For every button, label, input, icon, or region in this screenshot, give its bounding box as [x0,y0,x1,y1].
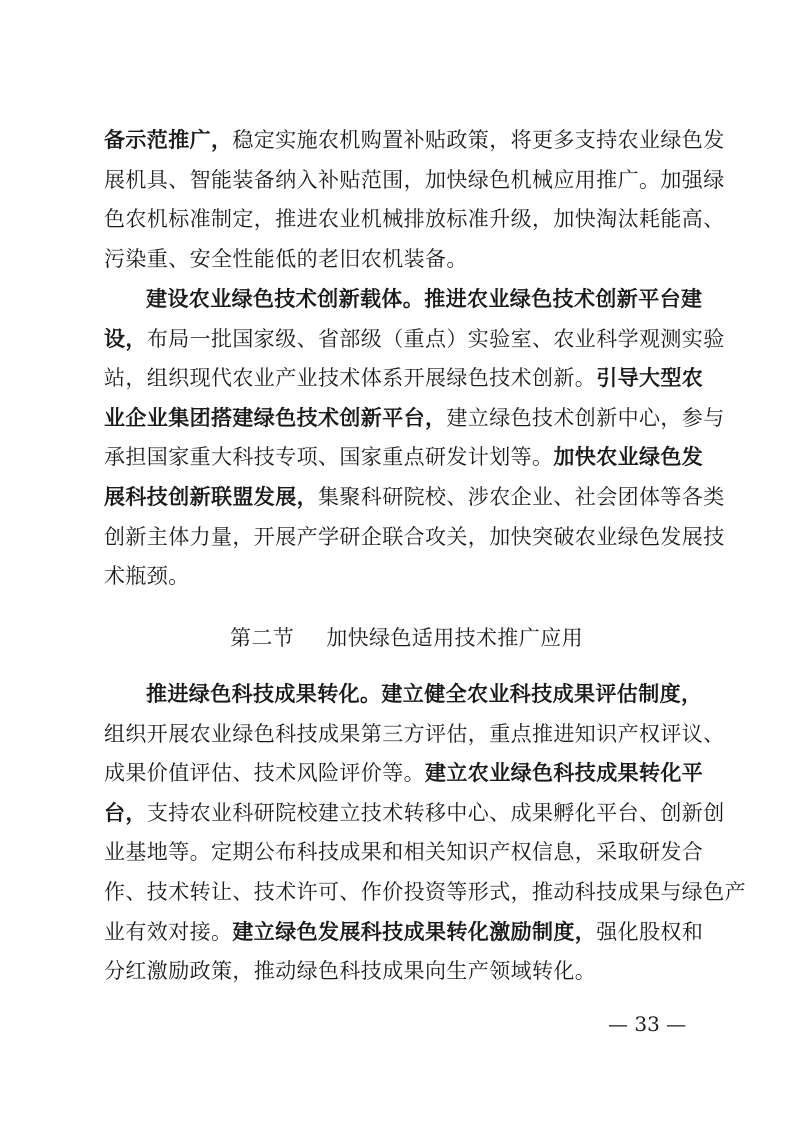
page-number: — 33 — [608,1012,687,1036]
text-line [104,525,725,549]
section-title: 加快绿色适用技术推广应用 [326,626,584,650]
text-line [104,207,725,231]
text-line [104,840,704,864]
bold-text-run: 建立绿色发展科技成果转化激励制度， [232,919,597,944]
text-run: 组织开展农业绿色科技成果第三方评估，重点推进知识产权评议、 [104,722,725,746]
text-run: 作、技术转让、技术许可、作价投资等形式，推动科技成果与绿色产 [104,880,746,904]
bold-text-run: 备示范推广， [104,127,233,152]
text-run: 支持农业科研院校建立技术转移中心、成果孵化平台、创新创 [146,801,725,825]
text-line [104,564,690,588]
text-line [104,800,725,825]
text-run: 建立绿色技术创新中心，参与 [446,406,725,430]
text-run: 展机具、智能装备纳入补贴范围，加快绿色机械应用推广。加强绿 [104,168,725,192]
text-run: 业有效对接。 [104,920,233,944]
bold-text-run: 业企业集团搭建绿色技术创新平台， [104,405,447,430]
bold-text-run: 推进绿色科技成果转化。建立健全农业科技成果评估制度， [146,681,703,706]
text-line [104,405,725,430]
text-line [104,247,690,271]
text-run: 承担国家重大科技专项、国家重点研发计划等。 [104,445,554,469]
section-number: 第二节 [230,626,295,650]
text-run: 色农机标准制定，推进农业机械排放标准升级，加快淘汰耗能高、 [104,207,725,231]
bold-text-run: 引导大型农 [596,365,704,390]
text-run: 污染重、安全性能低的老旧农机装备。 [104,247,468,271]
text-line [104,722,725,746]
text-line [104,880,746,904]
text-run: 布局一批国家级、省部级（重点）实验室、农业科学观测实验 [146,327,725,351]
text-run: 稳定实施农机购置补贴政策，将更多支持农业绿色发 [232,128,725,152]
text-line [104,959,690,983]
text-run: 强化股权和 [596,920,704,944]
text-run: 站，组织现代农业产业技术体系开展绿色技术创新。 [104,366,597,390]
bold-text-run: 加快农业绿色发 [553,444,704,469]
text-line [104,365,704,390]
text-line [146,681,703,706]
text-line [104,444,704,469]
text-run: 分红激励政策，推动绿色科技成果向生产领域转化。 [104,959,597,983]
text-line [104,919,704,944]
text-run: 创新主体力量，开展产学研企联合攻关，加快突破农业绿色发展技 [104,525,725,549]
text-run: 集聚科研院校、涉农企业、社会团体等各类 [318,485,725,509]
bold-text-run: 展科技创新联盟发展， [104,484,318,509]
bold-text-run: 台， [104,800,147,825]
text-line [104,127,725,152]
text-line [104,484,725,509]
text-line [104,168,725,192]
bold-text-run: 建立农业绿色科技成果转化平 [425,760,704,785]
section-heading [230,626,583,650]
text-run: 业基地等。定期公布科技成果和相关知识产权信息，采取研发合 [104,840,704,864]
bold-text-run: 设， [104,326,147,351]
text-line [104,326,725,351]
text-line [146,286,703,311]
bold-text-run: 建设农业绿色技术创新载体。推进农业绿色技术创新平台建 [146,286,703,311]
text-run: 术瓶颈。 [104,564,190,588]
text-run: 成果价值评估、技术风险评价等。 [104,761,425,785]
text-line [104,760,704,785]
